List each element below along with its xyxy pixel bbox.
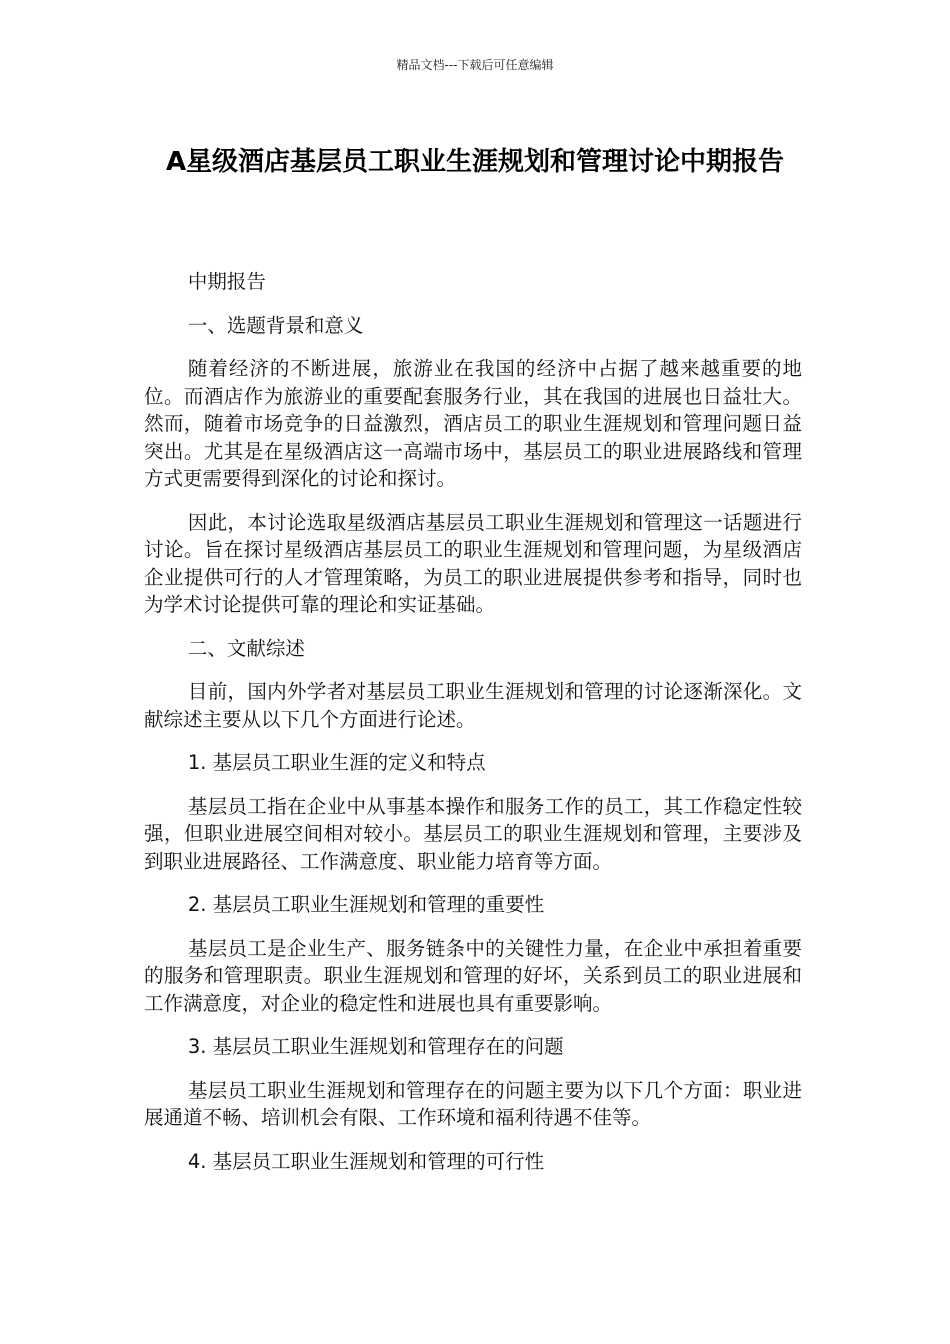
subsection-heading: 4. 基层员工职业生涯规划和管理的可行性 (187, 1149, 545, 1173)
document-body (144, 268, 802, 1191)
body-paragraph: 基层员工职业生涯规划和管理存在的问题主要为以下几个方面：职业进展通道不畅、培训机会有限、工作环境和福利待遇不佳等。 (144, 1078, 802, 1129)
body-paragraph: 基层员工指在企业中从事基本操作和服务工作的员工，其工作稳定性较强，但职业进展空间相对较小。基层员工的职业生涯规划和管理，主要涉及到职业进展路径、工作满意度、职业能力培育等方面。 (144, 794, 802, 873)
section-heading: 一、选题背景和意义 (187, 313, 364, 337)
subsection-heading: 2. 基层员工职业生涯规划和管理的重要性 (187, 893, 545, 916)
subsection-heading: 3. 基层员工职业生涯规划和管理存在的问题 (187, 1035, 564, 1058)
document-title: A星级酒店基层员工职业生涯规划和管理讨论中期报告 (165, 147, 785, 177)
body-paragraph: 基层员工是企业生产、服务链条中的关键性力量，在企业中承担着重要的服务和管理职责。职业生涯规划和管理的好坏，关系到员工的职业进展和工作满意度，对企业的稳定性和进展也具有重要影响。 (144, 936, 802, 1015)
section-heading: 二、文献综述 (187, 636, 305, 660)
body-paragraph: 因此，本讨论选取星级酒店基层员工职业生涯规划和管理这一话题进行讨论。旨在探讨星级酒店基层员工的职业生涯规划和管理问题，为星级酒店企业提供可行的人才管理策略，为员工的职业进展提供参考和指导，同时也为学术讨论提供可靠的理论和实证基础。 (144, 510, 802, 616)
page-header: 精品文档---下载后可任意编辑 (396, 58, 554, 72)
body-paragraph: 目前，国内外学者对基层员工职业生涯规划和管理的讨论逐渐深化。文献综述主要从以下几个方面进行论述。 (144, 680, 802, 731)
subsection-heading: 1. 基层员工职业生涯的定义和特点 (187, 751, 486, 774)
section-label: 中期报告 (187, 270, 266, 293)
body-paragraph: 随着经济的不断进展，旅游业在我国的经济中占据了越来越重要的地位。而酒店作为旅游业的重要配套服务行业，其在我国的进展也日益壮大。然而，随着市场竞争的日益激烈，酒店员工的职业生涯规划和管理问题日益突出。尤其是在星级酒店这一高端市场中，基层员工的职业进展路线和管理方式更需要得到深化的讨论和探讨。 (144, 357, 802, 490)
